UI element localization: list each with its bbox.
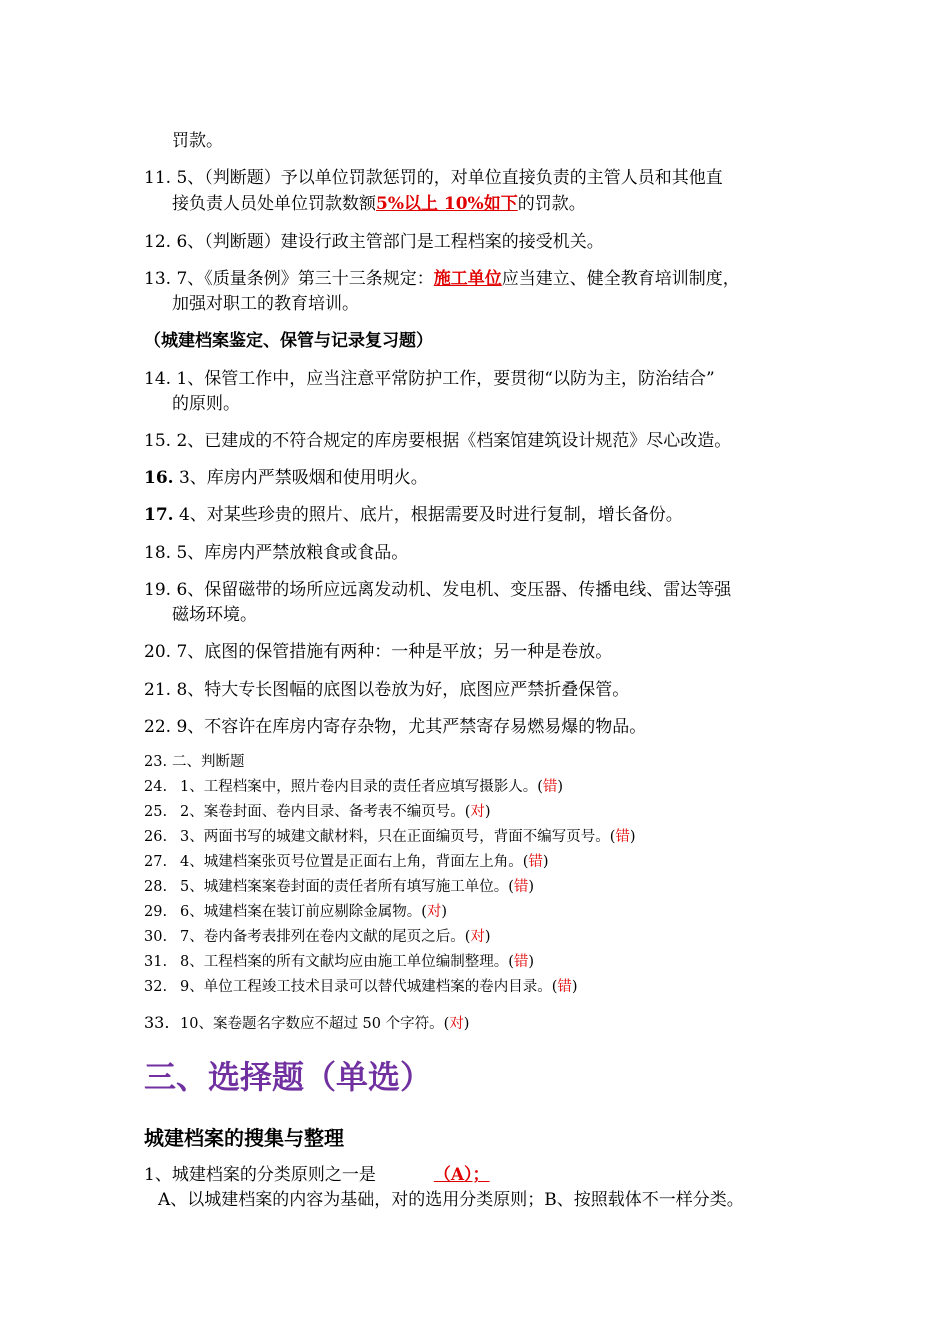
list-item: 18. 5、库房内严禁放粮食或食品。: [144, 543, 409, 563]
answer-mark: 错: [615, 829, 630, 845]
list-item: 13. 7、《质量条例》第三十三条规定：施工单位应当建立、健全教育培训制度，: [144, 269, 740, 289]
list-item: 17. 4、对某些珍贵的照片、底片，根据需要及时进行复制，增长备份。: [144, 505, 683, 525]
list-item: 11. 5、（判断题）予以单位罚款惩罚的，对单位直接负责的主管人员和其他直: [144, 168, 723, 188]
list-item-continuation: 的原则。: [172, 394, 240, 414]
section-subheading: 城建档案的搜集与整理: [144, 1126, 344, 1150]
judge-row: 32. 9、单位工程竣工技术目录可以替代城建档案的卷内目录。(错): [144, 979, 578, 995]
question-line: 1、城建档案的分类原则之一是 （A）；: [144, 1165, 490, 1185]
section-title: （城建档案鉴定、保管与记录复习题）: [144, 331, 433, 351]
list-item: 15. 2、已建成的不符合规定的库房要根据《档案馆建筑设计规范》尽心改造。: [144, 431, 732, 451]
judge-row: 33. 10、案卷题名字数应不超过 50 个字符。(对): [144, 1013, 470, 1032]
question-options: A、以城建档案的内容为基础，对的选用分类原则；B、按照载体不一样分类。: [158, 1190, 744, 1210]
judge-row: 31. 8、工程档案的所有文献均应由施工单位编制整理。(错): [144, 954, 535, 970]
list-item: 16. 3、库房内严禁吸烟和使用明火。: [144, 468, 428, 488]
judge-section-title: 23. 二、判断题: [144, 754, 245, 770]
answer-mark: 错: [513, 879, 529, 895]
answer-mark: 错: [542, 779, 558, 795]
answer-mark: 错: [513, 954, 529, 970]
highlight-text: 施工单位: [433, 269, 502, 289]
answer-mark: 对: [426, 904, 442, 920]
list-item: 19. 6、保留磁带的场所应远离发动机、发电机、变压器、传播电线、雷达等强: [144, 580, 732, 600]
highlight-text: 5%以上 10%如下: [376, 194, 518, 214]
continuation-line: 罚款。: [172, 131, 223, 151]
list-item: 22. 9、不容许在库房内寄存杂物，尤其严禁寄存易燃易爆的物品。: [144, 717, 647, 737]
answer-blank: （A）；: [433, 1165, 490, 1185]
answer-mark: 错: [528, 854, 543, 870]
judge-row: 26. 3、两面书写的城建文献材料，只在正面编页号，背面不编写页号。(错): [144, 829, 636, 845]
answer-mark: 对: [470, 804, 485, 820]
list-item: 12. 6、（判断题）建设行政主管部门是工程档案的接受机关。: [144, 232, 604, 252]
judge-row: 30. 7、卷内备考表排列在卷内文献的尾页之后。(对): [144, 929, 491, 945]
list-item: 14. 1、保管工作中，应当注意平常防护工作，要贯彻“以防为主，防治结合”: [144, 369, 715, 389]
chapter-heading: 三、选择题（单选）: [144, 1058, 433, 1096]
answer-mark: 对: [470, 929, 485, 945]
list-item: 20. 7、底图的保管措施有两种：一种是平放；另一种是卷放。: [144, 642, 613, 662]
judge-row: 28. 5、城建档案案卷封面的责任者所有填写施工单位。(错): [144, 879, 535, 895]
answer-mark: 错: [557, 979, 572, 995]
list-item-continuation: 接负责人员处单位罚款数额5%以上 10%如下的罚款。: [172, 194, 586, 214]
judge-row: 29. 6、城建档案在装订前应剔除金属物。(对): [144, 904, 448, 920]
list-item-continuation: 加强对职工的教育培训。: [172, 294, 359, 314]
judge-row: 24. 1、工程档案中，照片卷内目录的责任者应填写摄影人。(错): [144, 779, 564, 795]
answer-mark: 对: [449, 1016, 464, 1032]
judge-row: 25. 2、案卷封面、卷内目录、备考表不编页号。(对): [144, 804, 491, 820]
judge-row: 27. 4、城建档案张页号位置是正面右上角，背面左上角。(错): [144, 854, 549, 870]
list-item: 21. 8、特大专长图幅的底图以卷放为好，底图应严禁折叠保管。: [144, 680, 630, 700]
list-item-continuation: 磁场环境。: [172, 605, 257, 625]
